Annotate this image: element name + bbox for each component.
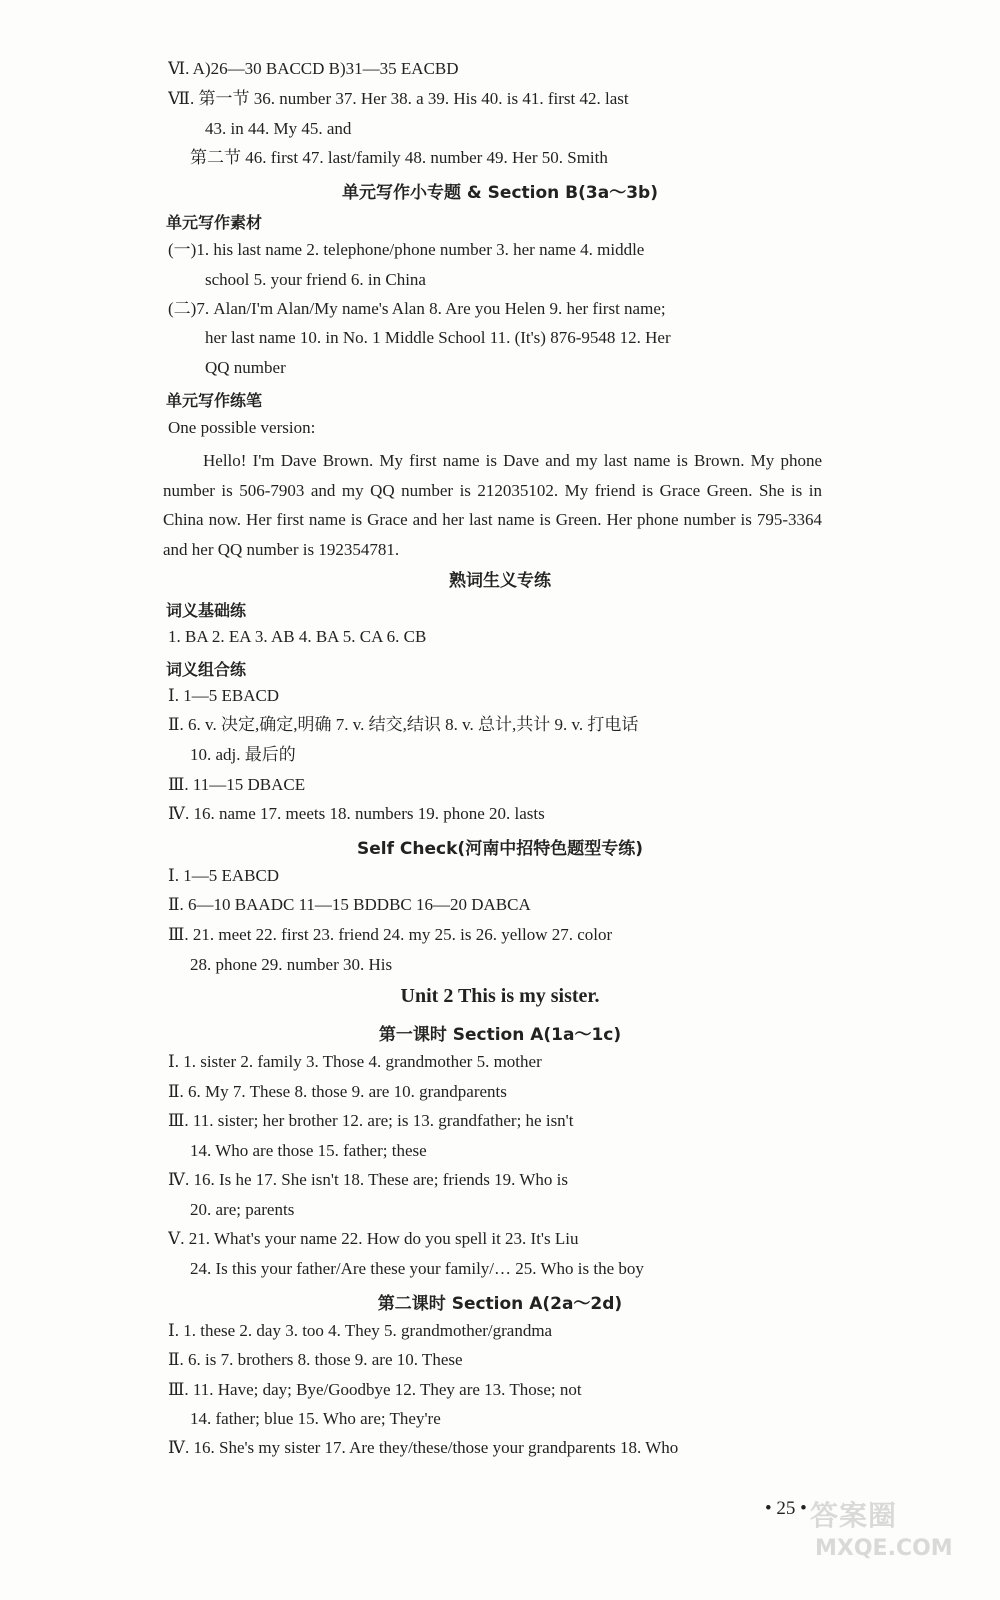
answer-line: One possible version: (168, 418, 316, 437)
section-heading: 熟词生义专练 (449, 571, 551, 591)
answer-line: Ⅰ. 1. sister 2. family 3. Those 4. grandmother 5. mother (168, 1052, 542, 1071)
answer-line: Ⅳ. 16. Is he 17. She isn't 18. These are; friends 19. Who is (168, 1170, 568, 1189)
answer-line: Ⅰ. 1—5 EABCD (168, 866, 280, 885)
answer-line: 14. Who are those 15. father; these (190, 1141, 427, 1160)
answer-line: 14. father; blue 15. Who are; They're (190, 1409, 441, 1428)
answer-line: 1. BA 2. EA 3. AB 4. BA 5. CA 6. CB (168, 627, 427, 646)
answer-line: Ⅲ. 11. sister; her brother 12. are; is 13. grandfather; he isn't (168, 1111, 574, 1130)
answer-line: Ⅲ. 11. Have; day; Bye/Goodbye 12. They are 13. Those; not (168, 1380, 582, 1399)
answer-line: 43. in 44. My 45. and (205, 119, 352, 138)
unit-title: Unit 2 This is my sister. (400, 985, 600, 1007)
sample-essay: Hello! I'm Dave Brown. My first name is Dave and my last name is Brown. My phone number is 506-7903 and my QQ number is 212035102. My friend is Grace Green. She is in China now. Her first name is Grace and her last name is Green. Her phone number is 795-3364 and her QQ number is 192354781. (163, 451, 822, 560)
answer-line: 第二节 46. first 47. last/family 48. number 49. Her 50. Smith (190, 148, 608, 167)
answer-line: 24. Is this your father/Are these your family/… 25. Who is the boy (190, 1259, 644, 1278)
answer-line: Ⅵ. A)26—30 BACCD B)31—35 EACBD (168, 59, 459, 78)
section-heading: Self Check(河南中招特色题型专练) (357, 839, 643, 859)
answer-line: school 5. your friend 6. in China (205, 270, 426, 289)
answer-line: Ⅲ. 21. meet 22. first 23. friend 24. my 25. is 26. yellow 27. color (168, 925, 613, 944)
answer-line: 10. adj. 最后的 (190, 745, 296, 764)
subsection-heading: 词义组合练 (166, 660, 247, 679)
answer-line: Ⅳ. 16. name 17. meets 18. numbers 19. phone 20. lasts (168, 804, 545, 823)
answer-line: Ⅲ. 11—15 DBACE (168, 775, 306, 794)
answer-line: Ⅴ. 21. What's your name 22. How do you spell it 23. It's Liu (168, 1229, 579, 1248)
subsection-heading: 单元写作练笔 (166, 391, 263, 410)
subsection-heading: 词义基础练 (166, 601, 247, 620)
answer-line: Ⅱ. 6. v. 决定,确定,明确 7. v. 结交,结识 8. v. 总计,共计 9. v. 打电话 (168, 715, 639, 734)
page-number: • 25 • (765, 1498, 807, 1519)
answer-line: Ⅰ. 1—5 EBACD (168, 686, 280, 705)
watermark-logo: 答案圈 (810, 1499, 898, 1532)
subsection-heading: 单元写作素材 (166, 213, 263, 232)
watermark-url: MXQE.COM (815, 1536, 953, 1561)
section-heading: 单元写作小专题 & Section B(3a～3b) (342, 183, 658, 203)
answer-line: her last name 10. in No. 1 Middle School 11. (It's) 876-9548 12. Her (205, 328, 671, 347)
lesson-heading: 第二课时 Section A(2a～2d) (377, 1294, 623, 1314)
answer-line: 20. are; parents (190, 1200, 295, 1219)
lesson-heading: 第一课时 Section A(1a～1c) (378, 1025, 622, 1045)
answer-line: Ⅱ. 6. is 7. brothers 8. those 9. are 10. These (168, 1350, 463, 1369)
answer-line: Ⅱ. 6—10 BAADC 11—15 BDDBC 16—20 DABCA (168, 895, 531, 914)
answer-line: QQ number (205, 358, 286, 377)
answer-line: Ⅱ. 6. My 7. These 8. those 9. are 10. grandparents (168, 1082, 507, 1101)
answer-line: Ⅰ. 1. these 2. day 3. too 4. They 5. grandmother/grandma (168, 1321, 553, 1340)
answer-line: (一)1. his last name 2. telephone/phone number 3. her name 4. middle (168, 240, 645, 259)
answer-line: 28. phone 29. number 30. His (190, 955, 393, 974)
answer-line: Ⅳ. 16. She's my sister 17. Are they/these/those your grandparents 18. Who (168, 1438, 679, 1457)
answer-line: Ⅶ. 第一节 36. number 37. Her 38. a 39. His 40. is 41. first 42. last (168, 89, 629, 108)
answer-line: (二)7. Alan/I'm Alan/My name's Alan 8. Are you Helen 9. her first name; (168, 299, 666, 318)
